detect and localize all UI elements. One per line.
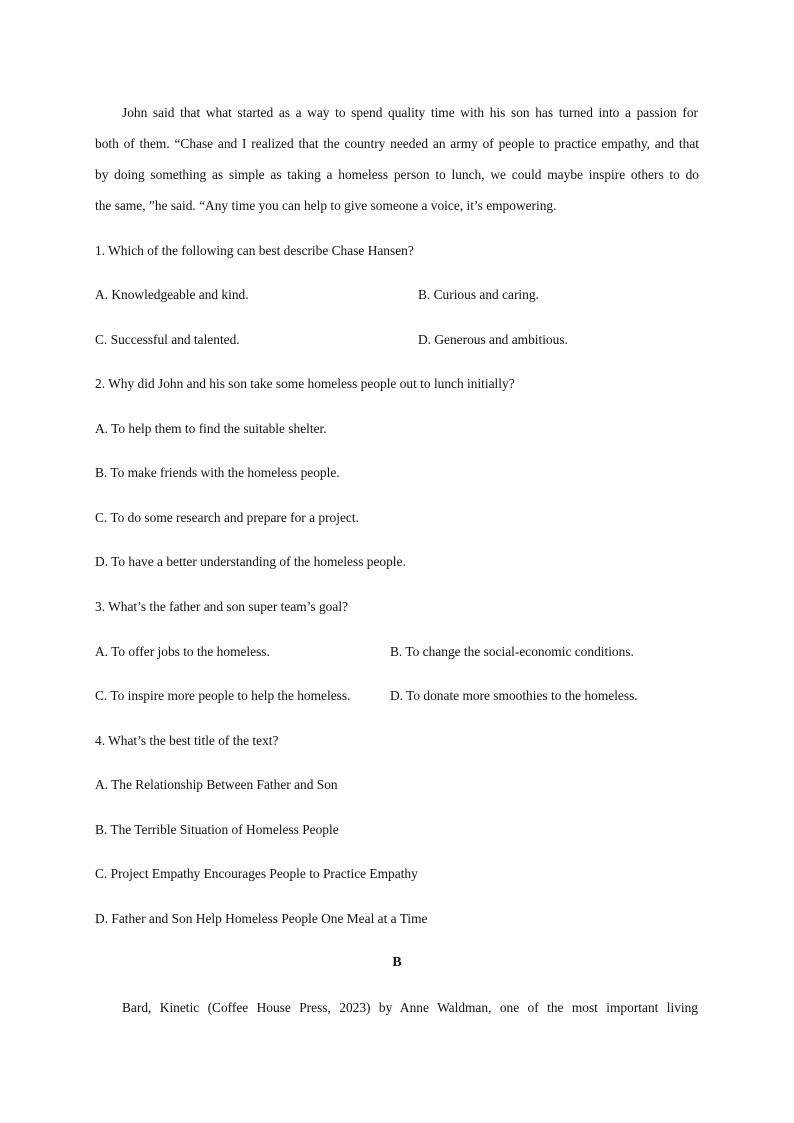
answer-option: C. Project Empathy Encourages People to Practice Empathy [95,866,418,881]
answer-option: A. The Relationship Between Father and Son [95,777,338,792]
answer-option: D. To have a better understanding of the homeless people. [95,554,406,569]
passage-line: both of them. “Chase and I realized that the country needed an army of people to practice empathy, and that [95,136,699,151]
answer-option: B. Curious and caring. [418,287,539,302]
answer-option: C. Successful and talented. [95,332,240,347]
answer-option: D. Father and Son Help Homeless People One Meal at a Time [95,911,428,926]
passage-line: by doing something as simple as taking a homeless person to lunch, we could maybe inspire others to do [95,167,699,182]
answer-option: B. The Terrible Situation of Homeless People [95,822,339,837]
question-stem: 2. Why did John and his son take some homeless people out to lunch initially? [95,376,515,391]
question-stem: 1. Which of the following can best describe Chase Hansen? [95,243,414,258]
passage-line: the same, ”he said. “Any time you can help to give someone a voice, it’s empowering. [95,198,557,213]
question-stem: 3. What’s the father and son super team’s goal? [95,599,348,614]
answer-option: C. To inspire more people to help the homeless. [95,688,351,703]
answer-option: C. To do some research and prepare for a project. [95,510,359,525]
passage-line: Bard, Kinetic (Coffee House Press, 2023) by Anne Waldman, one of the most important living [122,1000,698,1015]
answer-option: D. To donate more smoothies to the homeless. [390,688,638,703]
answer-option: A. Knowledgeable and kind. [95,287,249,302]
answer-option: A. To help them to find the suitable shelter. [95,421,327,436]
question-stem: 4. What’s the best title of the text? [95,733,279,748]
answer-option: A. To offer jobs to the homeless. [95,644,270,659]
answer-option: B. To change the social-economic conditions. [390,644,634,659]
passage-line: John said that what started as a way to spend quality time with his son has turned into a passion for [122,105,698,120]
answer-option: D. Generous and ambitious. [418,332,568,347]
answer-option: B. To make friends with the homeless people. [95,465,340,480]
section-heading: B [392,955,402,970]
